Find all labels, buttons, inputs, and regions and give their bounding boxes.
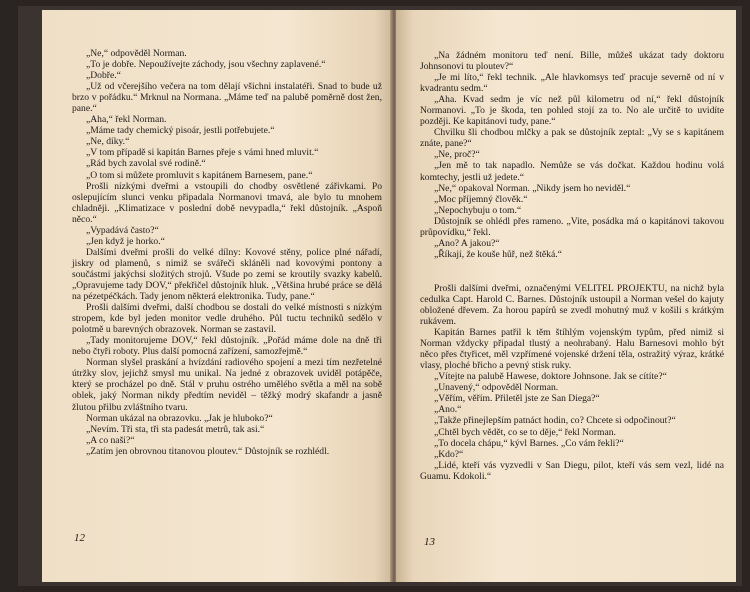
paragraph: „Už od včerejšího večera na tom dělají všichni instalatéři. Snad to bude už brzo v pořádku.“ Mrknul na Normana. „Máme teď na palubě poměrně dost žen, pane.“: [72, 81, 382, 115]
paragraph: „Tady monitorujeme DOV,“ řekl důstojník. „Pořád máme dole na dně tři nebo čtyři roboty. Plus další pomocná zařízení, samozřejmě.“: [72, 335, 382, 358]
paragraph: Chvilku šli chodbou mlčky a pak se důstojník zeptal: „Vy se s kapitánem znáte, pane?“: [420, 127, 724, 150]
paragraph: Prošli dalšími dveřmi, označenými VELITEL PROJEKTU, na nichž byla cedulka Capt. Harold C. Barnes. Důstojník ustoupil a Norman vešel do kajuty obložené dřevem. Za horou papírů se zvedl mohutný muž v košili s krátkým rukávem.: [420, 282, 724, 328]
right-page-text-bottom: [420, 283, 724, 482]
paragraph: „Chtěl bych vědět, co se to děje,“ řekl Norman.: [434, 426, 616, 438]
paragraph: „O tom si můžete promluvit s kapitánem Barnesem, pane.“: [86, 169, 313, 181]
paragraph: „Dobře.“: [86, 70, 121, 82]
paragraph: „Lidé, kteří vás vyzvedli v San Diegu, pilot, kteří vás sem vezl, lidé na Guamu. Kdokoli.“: [420, 459, 724, 482]
paragraph: „Moc příjemný člověk.“: [434, 193, 528, 205]
paragraph: „Aha. Kvad sedm je víc než půl kilometru od ní,“ řekl důstojník Normanovi. „To je škoda, ten pohled stojí za to. No ale určitě to uvidíte později. Ke kapitánovi tudy, pane.“: [420, 94, 724, 128]
paragraph: „Zatím jen obrovnou titanovou ploutev.“ Důstojník se rozhlédl.: [86, 445, 330, 457]
paragraph: „To docela chápu,“ kývl Barnes. „Co vám řekli?“: [434, 437, 624, 449]
paragraph: „Ne,“ opakoval Norman. „Nikdy jsem ho neviděl.“: [434, 182, 631, 194]
right-page: [396, 10, 736, 582]
left-page-number: 12: [74, 532, 85, 544]
paragraph: „Kdo?“: [434, 448, 464, 460]
paragraph: „Jen mě to tak napadlo. Nemůže se vás dočkat. Každou hodinu volá komtechy, jestli už jedete.“: [420, 160, 724, 183]
paragraph: „A co naši?“: [86, 434, 135, 446]
open-book: [18, 6, 742, 586]
paragraph: „To je dobře. Nepoužívejte záchody, jsou všechny zaplavené.“: [86, 59, 326, 71]
paragraph: „Říkají, že kouše hůř, než štěká.“: [434, 248, 562, 260]
paragraph: „Rád bych zavolal své rodině.“: [86, 158, 206, 170]
right-page-text-top: [420, 50, 724, 260]
paragraph: „Máme tady chemický pisoár, jestli potřebujete.“: [86, 125, 275, 137]
paragraph: Prošli nízkými dveřmi a vstoupili do chodby osvětlené zářivkami. Po oslepujícím slunci venku připadala Normanovi tmavá, ale bylo tu mnohem chladněji. „Klimatizace v poslední době nevypadla,“ řekl důstojník. „Aspoň něco.“: [72, 180, 382, 225]
right-page-number: 13: [424, 536, 435, 548]
paragraph: „Jen když je horko.“: [86, 235, 165, 247]
left-page-text: [72, 48, 382, 457]
paragraph: „Unavený,“ odpověděl Norman.: [434, 382, 559, 394]
paragraph: „Je mi líto,“ řekl technik. „Ale hlavkomsys teď pracuje severně od ní v kvadrantu sedm.“: [420, 72, 724, 95]
paragraph: „Ano.“: [434, 404, 462, 416]
paragraph: „V tom případě si kapitán Barnes přeje s vámi hned mluvit.“: [86, 147, 319, 159]
paragraph: „Ano? A jakou?“: [434, 237, 500, 249]
paragraph: „Aha,“ řekl Norman.: [86, 114, 167, 126]
paragraph: „Věřím, věřím. Přiletěl jste ze San Diega?“: [434, 393, 600, 405]
paragraph: Norman ukázal na obrazovku. „Jak je hluboko?“: [86, 412, 273, 424]
paragraph: „Vypadává často?“: [86, 224, 159, 236]
paragraph: „Vítejte na palubě Hawese, doktore Johnsone. Jak se cítíte?“: [434, 371, 667, 383]
paragraph: Kapitán Barnes patřil k těm štíhlým vojenským typům, před nimiž si Norman vždycky připadal tlustý a neohrabaný. Halu Barnesovi mohlo být něco přes čtyřicet, měl vzpřímené vojenské držení těla, ostražitý výraz, krátké vlasy, ploché břicho a pevný stisk ruky.: [420, 327, 724, 372]
paragraph: Prošli dalšími dveřmi, další chodbou se dostali do velké místnosti s nízkým stropem, kde byl jeden monitor vedle druhého. Půl tuctu techniků sedělo v polotmě u barevných obrazovek. Norman se zastavil.: [72, 302, 382, 336]
paragraph: „Takže přinejlepším patnáct hodin, co? Chcete si odpočinout?“: [434, 415, 676, 427]
paragraph: „Nepochybuju o tom.“: [434, 204, 522, 216]
paragraph: „Ne, díky.“: [86, 136, 130, 148]
paragraph: Dalšími dveřmi prošli do velké dílny: Kovové stěny, police plné nářadí, jiskry od plamenů, s nimiž se svářeči skláněli nad kovovými pontony a součástmi jakýchsi složitých strojů. Všude po zemi se kroutily svazky kabelů. „Opravujeme tady DOV,“ překřičel důstojník hluk. „Většina hrubé práce se dělá na pézetpéčkách. Tady jenom některá elektronika. Tudy, pane.“: [72, 246, 382, 303]
paragraph: Důstojník se ohlédl přes rameno. „Vite, posádka má o kapitánovi takovou průpovídku,“ řekl.: [420, 215, 724, 238]
paragraph: Norman slyšel praskání a hvízdání radiového spojení a mezi tím nezřetelné útržky slov, jejichž smysl mu unikal. Na jedné z obrazovek uviděl potápěče, který se procházel po dně. Stál v pruhu ostrého umělého světla a měl na sobě oblek, jaký Norman nikdy předtím neviděl – těžký modrý skafandr a jasně žlutou přilbu zvláštního tvaru.: [72, 357, 382, 413]
left-page: [42, 10, 392, 582]
paragraph: „Ne, proč?“: [434, 149, 480, 161]
paragraph: „Na žádném monitoru teď není. Bille, můžeš ukázat tady doktoru Johnsonovi tu ploutev?“: [420, 50, 724, 73]
paragraph: „Nevím. Tři sta, tři sta padesát metrů, tak asi.“: [86, 423, 265, 435]
paragraph: „Ne,“ odpověděl Norman.: [86, 48, 187, 59]
